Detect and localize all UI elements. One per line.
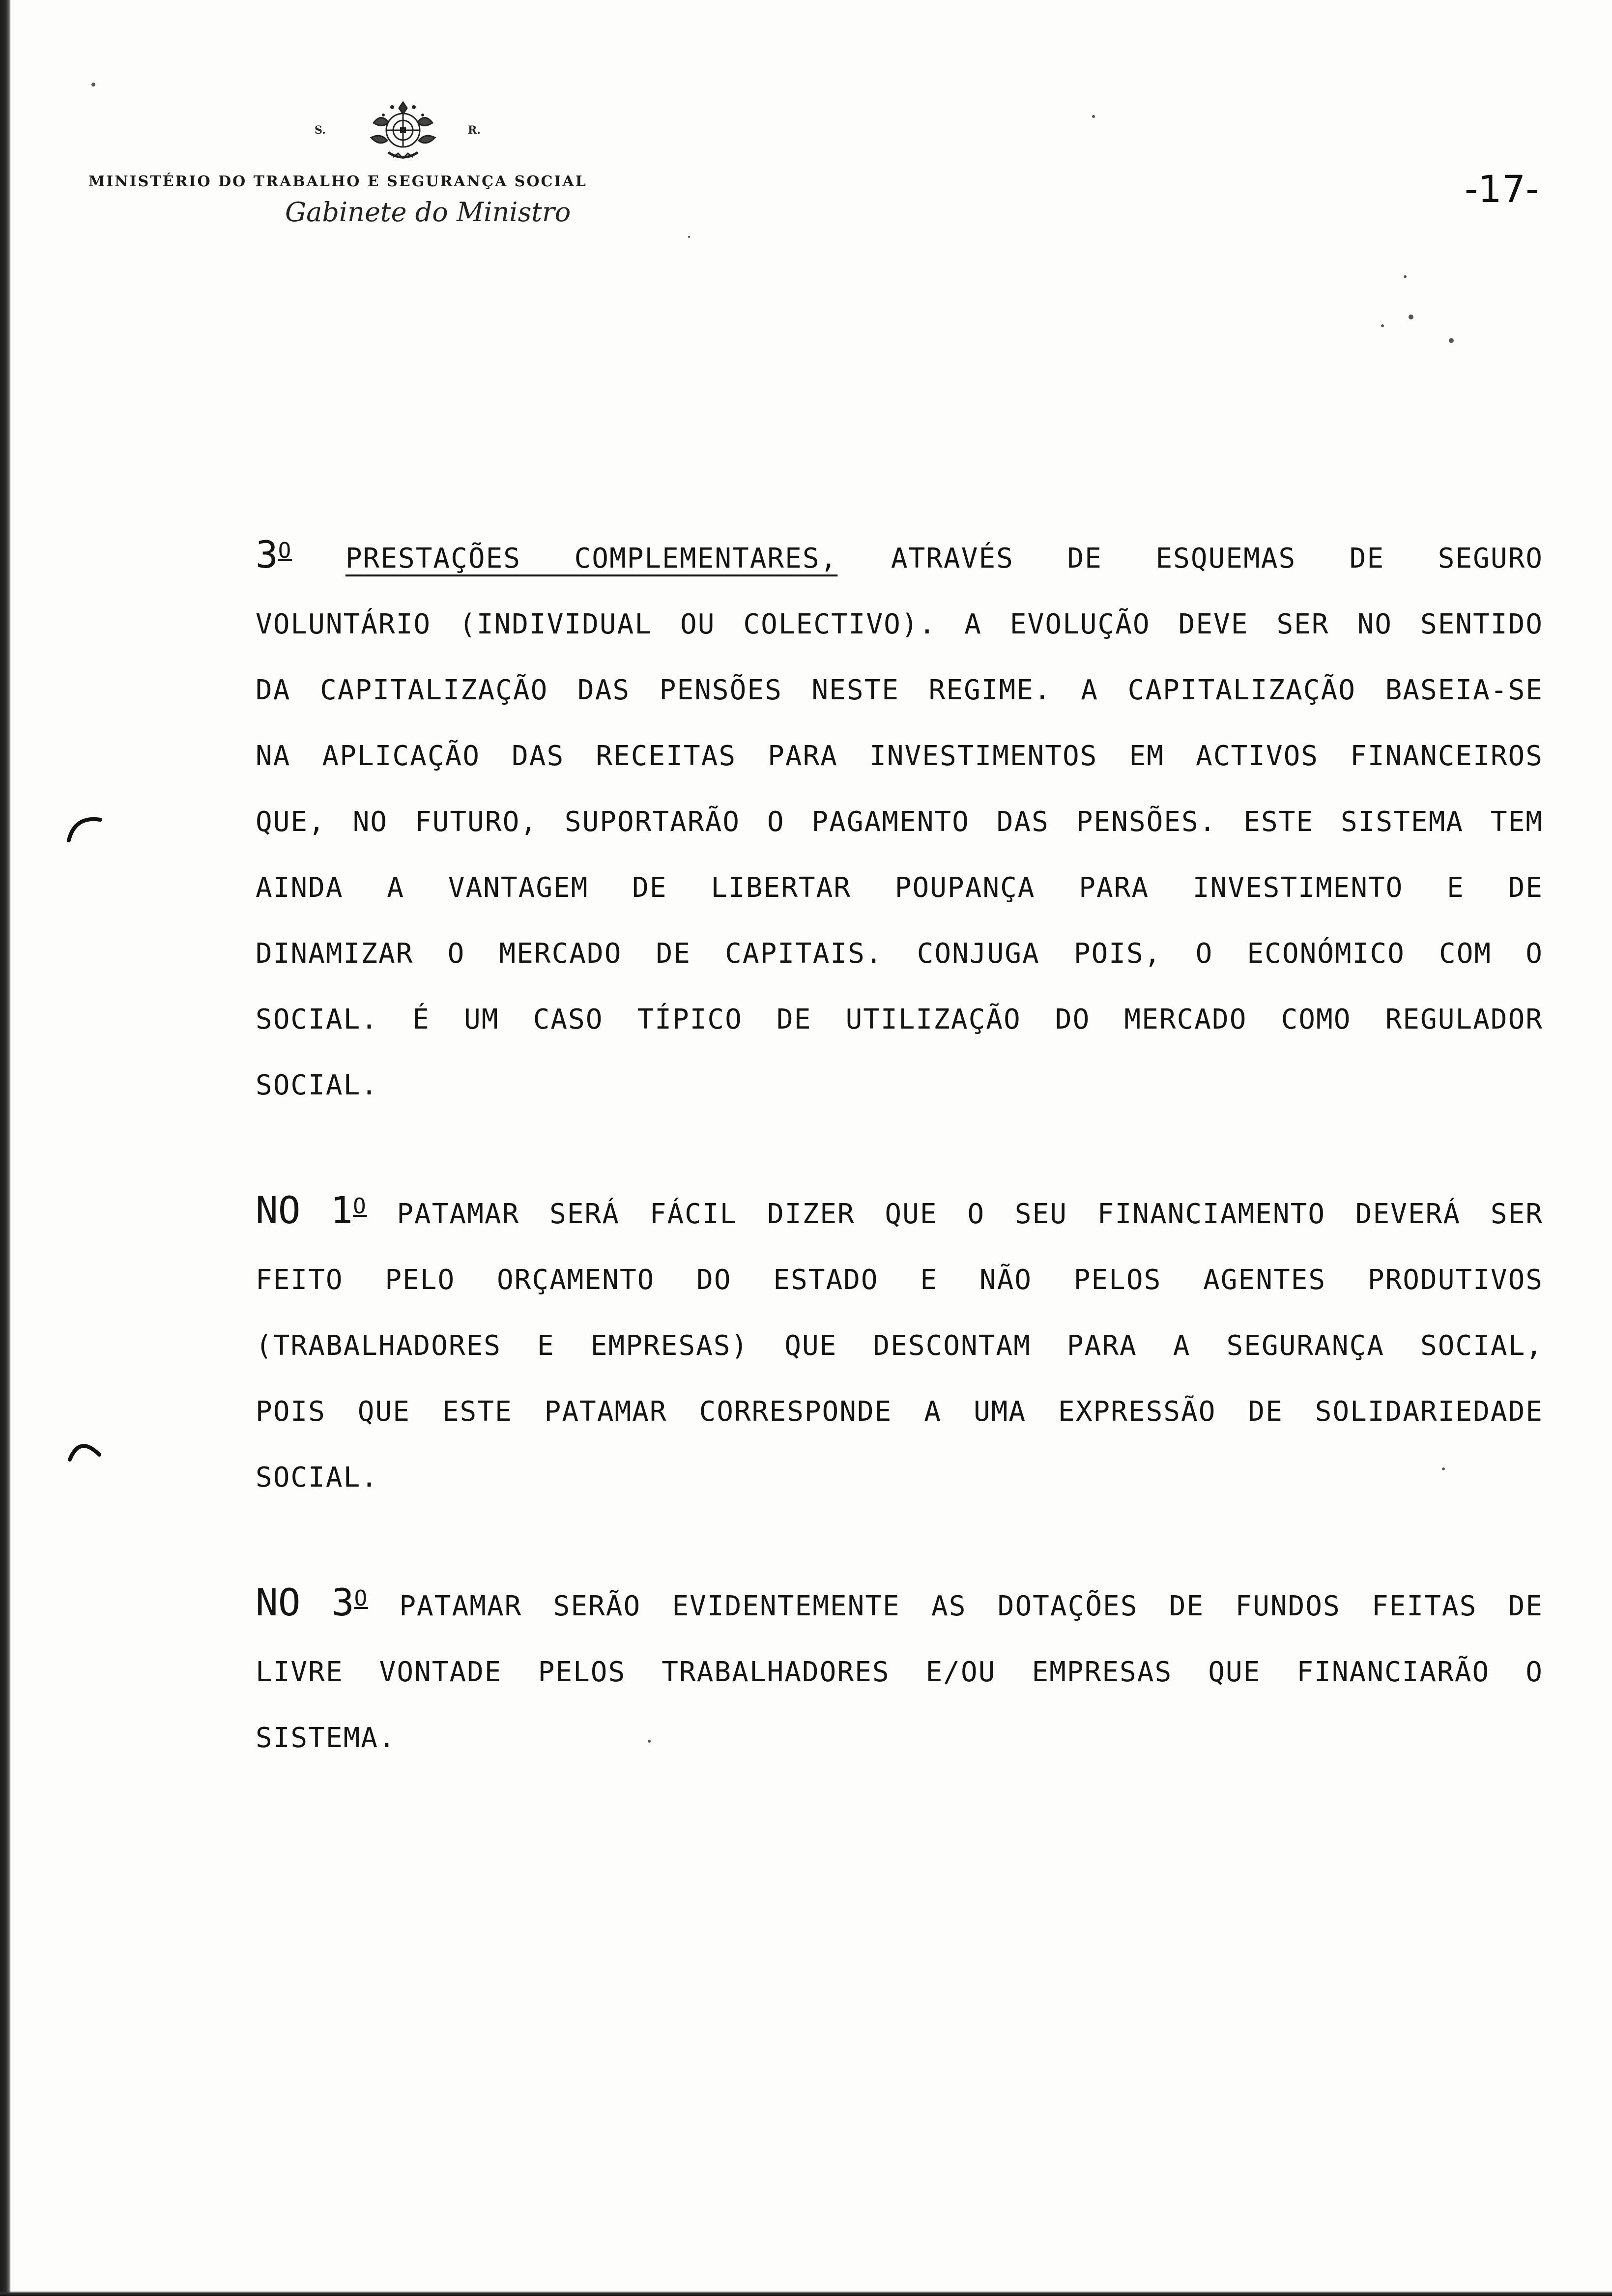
paragraph-2-ordinal	[332, 1566, 368, 1639]
paragraph-2-text: PATAMAR SERÃO EVIDENTEMENTE AS DOTAÇÕES DE FUNDOS FEITAS DE LIVRE VONTADE PELOS TRABALHADORES E/OU EMPRESAS QUE FINANCIARÃO O SISTEMA.	[256, 1590, 1543, 1754]
ministry-name: MINISTÉRIO DO TRABALHO E SEGURANÇA SOCIAL	[88, 173, 587, 190]
scan-speck	[91, 83, 95, 86]
paragraph-1-lead: NO	[256, 1188, 301, 1232]
scan-speck	[1092, 115, 1095, 118]
hole-punch-mark	[65, 811, 104, 850]
bottom-edge	[0, 2291, 1612, 2296]
paragraph-2-lead: NO	[256, 1580, 301, 1624]
letterhead	[84, 93, 742, 251]
paragraph-2	[256, 1566, 1543, 1771]
scan-speck	[1449, 338, 1454, 343]
binding-edge	[0, 0, 11, 2296]
item-3-ordinal	[256, 518, 292, 592]
item-3-number: 3	[256, 533, 278, 576]
item-3-ordinal-mark: O	[278, 538, 292, 563]
scan-speck	[1381, 324, 1384, 327]
item-3-heading: PRESTAÇÕES COMPLEMENTARES,	[345, 543, 838, 574]
paragraph-1-ordinal	[330, 1174, 367, 1247]
paragraph-1-text-block	[256, 1174, 1543, 1511]
item-3	[256, 518, 1543, 1119]
emblem-left-letter: S.	[315, 124, 326, 137]
scan-speck	[1409, 315, 1413, 319]
scan-speck	[648, 1740, 651, 1743]
paragraph-2-number: 3	[331, 1580, 354, 1624]
scan-speck	[688, 236, 690, 238]
paragraph-1	[256, 1174, 1543, 1511]
page-number: -17-	[1465, 167, 1539, 211]
coat-of-arms-icon	[354, 93, 452, 167]
hole-punch-mark	[65, 1435, 104, 1474]
item-3-paragraph	[256, 518, 1543, 1119]
emblem-row	[315, 93, 511, 167]
paragraph-1-text: PATAMAR SERÁ FÁCIL DIZER QUE O SEU FINANCIAMENTO DEVERÁ SER FEITO PELO ORÇAMENTO DO ESTADO E NÃO PELOS AGENTES PRODUTIVOS (TRABALHADORES E EMPRESAS) QUE DESCONTAM PARA A SEGURANÇA SOCIAL, POIS QUE ESTE PATAMAR CORRESPONDE A UMA EXPRESSÃO DE SOLIDARIEDADE SOCIAL.	[256, 1198, 1544, 1493]
emblem-right-letter: R.	[468, 124, 481, 137]
cabinet-subtitle: Gabinete do Ministro	[285, 197, 571, 228]
paragraph-2-ordinal-mark: O	[354, 1586, 369, 1611]
paragraph-1-number: 1	[330, 1188, 353, 1232]
scan-speck	[1404, 275, 1407, 278]
paragraph-2-text-block	[256, 1566, 1543, 1771]
item-3-text: ATRAVÉS DE ESQUEMAS DE SEGURO VOLUNTÁRIO (INDIVIDUAL OU COLECTIVO). A EVOLUÇÃO DEVE SER NO SENTIDO DA CAPITALIZAÇÃO DAS PENSÕES NESTE REGIME. A CAPITALIZAÇÃO BASEIA-SE NA APLICAÇÃO DAS RECEITAS PARA INVESTIMENTOS EM ACTIVOS FINANCEIROS QUE, NO FUTURO, SUPORTARÃO O PAGAMENTO DAS PENSÕES. ESTE SISTEMA TEM AINDA A VANTAGEM DE LIBERTAR POUPANÇA PARA INVESTIMENTO E DE DINAMIZAR O MERCADO DE CAPITAIS. CONJUGA POIS, O ECONÓMICO COM O SOCIAL. É UM CASO TÍPICO DE UTILIZAÇÃO DO MERCADO COMO REGULADOR SOCIAL.	[256, 543, 1544, 1101]
scan-speck	[1442, 1467, 1445, 1470]
paragraph-1-ordinal-mark: O	[353, 1194, 367, 1219]
